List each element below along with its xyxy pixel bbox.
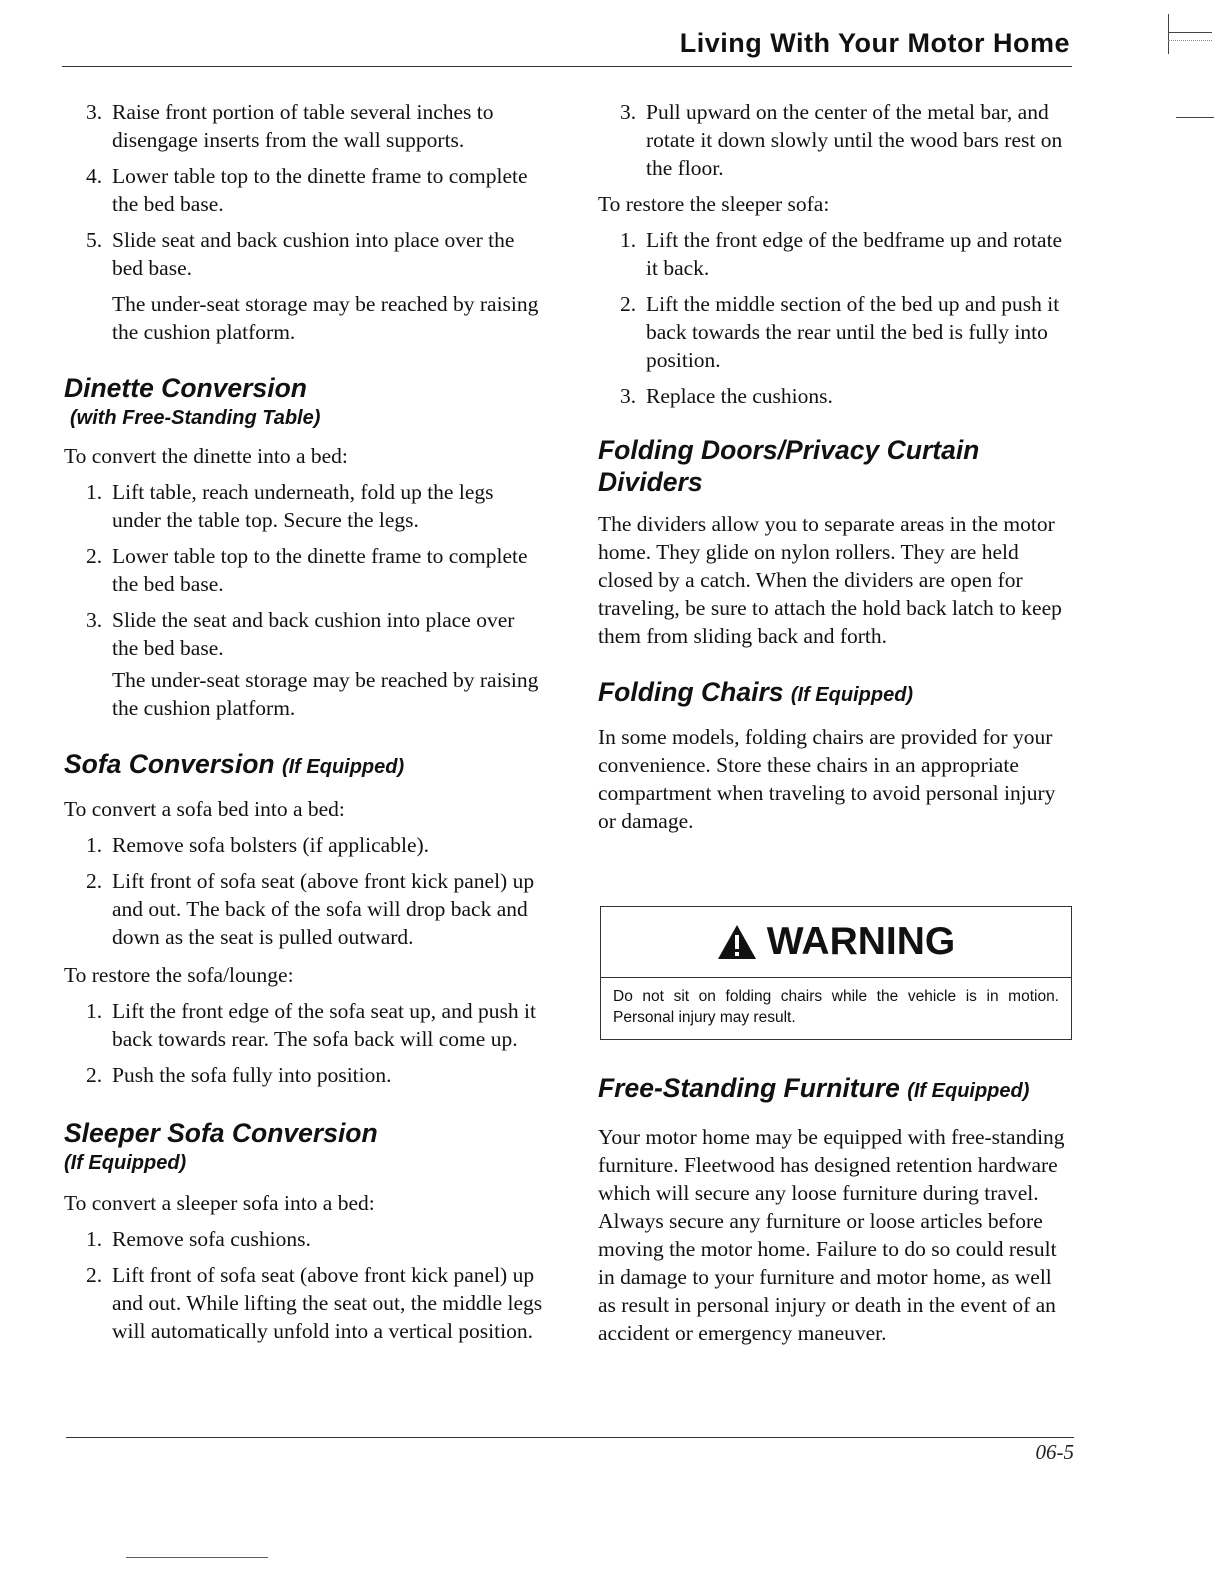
left-column: [64, 98, 544, 1345]
list-item: 5. Slide seat and back cushion into place over the bed base.: [86, 228, 515, 280]
sofa-steps-list: [64, 831, 544, 951]
right-column: [598, 98, 1074, 835]
sleeper-sofa-heading: Sleeper Sofa Conversion: [64, 1118, 378, 1148]
page-header-title: Living With Your Motor Home: [679, 28, 1070, 58]
furniture-section: [598, 1072, 1074, 1347]
dinette-storage-note: The under-seat storage may be reached by raising the cushion platform.: [112, 668, 539, 720]
sleeper-lead: To convert a sleeper sofa into a bed:: [64, 1191, 375, 1215]
sofa-conversion-heading: Sofa Conversion (If Equipped): [64, 749, 405, 779]
list-item: 2. Push the sofa fully into position.: [86, 1063, 392, 1087]
list-item: 3. Pull upward on the center of the metal bar, and rotate it down slowly until the wood bars rest on the floor.: [620, 100, 1063, 180]
list-item: 1. Remove sofa cushions.: [86, 1227, 311, 1251]
list-item: 3. Slide the seat and back cushion into place over the bed base.: [86, 608, 515, 660]
furniture-heading: Free-Standing Furniture (If Equipped): [598, 1073, 1030, 1103]
warning-triangle-icon: [717, 924, 757, 960]
furniture-body: Your motor home may be equipped with free-standing furniture. Fleetwood has designed retention hardware which will secure any loose furniture during travel. Always secure any furniture or loose articles before moving the motor home. Failure to do so could result in damage to your furniture and motor home, as well as result in personal injury or death in the event of an accident or emergency maneuver.: [598, 1125, 1065, 1345]
list-item: 3. Raise front portion of table several inches to disengage inserts from the wall supports.: [86, 100, 494, 152]
list-item: 1. Lift the front edge of the bedframe up and rotate it back.: [620, 228, 1063, 280]
footer-accent-line: [126, 1557, 268, 1558]
dinette-lead: To convert the dinette into a bed:: [64, 444, 348, 468]
sofa-restore-steps-list: [64, 997, 544, 1089]
dinette-conversion-heading: Dinette Conversion: [64, 373, 307, 403]
intro-storage-note: The under-seat storage may be reached by raising the cushion platform.: [112, 292, 539, 344]
sleeper-steps-list: [64, 1225, 544, 1345]
sleeper-continued-steps-list: [598, 98, 1074, 182]
intro-steps-list: [64, 98, 544, 282]
list-item: 1. Lift the front edge of the sofa seat up, and push it back towards rear. The sofa back will come up.: [86, 999, 536, 1051]
warning-label: WARNING: [766, 920, 956, 963]
sleeper-restore-lead: To restore the sleeper sofa:: [598, 192, 830, 216]
folding-doors-heading: Folding Doors/Privacy Curtain Dividers: [598, 435, 980, 497]
sofa-lead: To convert a sofa bed into a bed:: [64, 797, 345, 821]
sleeper-sofa-subheading: (If Equipped): [64, 1152, 187, 1174]
sofa-restore-lead: To restore the sofa/lounge:: [64, 963, 294, 987]
list-item: 2. Lift front of sofa seat (above front kick panel) up and out. The back of the sofa will drop back and down as the seat is pulled outward.: [86, 869, 535, 949]
dinette-conversion-subheading: (with Free-Standing Table): [70, 407, 321, 429]
margin-tick-mark: [1176, 117, 1214, 118]
list-item: 1. Lift table, reach underneath, fold up the legs under the table top. Secure the legs.: [86, 480, 494, 532]
list-item: 1. Remove sofa bolsters (if applicable).: [86, 833, 430, 857]
page-number: 06-5: [1035, 1440, 1074, 1464]
list-item: 2. Lift front of sofa seat (above front kick panel) up and out. While lifting the seat out, the middle legs will automatically unfold into a vertical position.: [86, 1263, 543, 1343]
header-rule: [62, 66, 1072, 67]
list-item: 3. Replace the cushions.: [620, 384, 833, 408]
warning-header: [601, 907, 1071, 978]
folding-chairs-heading: Folding Chairs (If Equipped): [598, 677, 914, 707]
folding-doors-body: The dividers allow you to separate areas in the motor home. They glide on nylon rollers. They are held closed by a catch. When the dividers are open for traveling, be sure to attach the hold back latch to keep them from sliding back and forth.: [598, 512, 1062, 648]
list-item: 2. Lower table top to the dinette frame to complete the bed base.: [86, 544, 528, 596]
list-item: 4. Lower table top to the dinette frame to complete the bed base.: [86, 164, 528, 216]
dinette-steps-list: [64, 478, 544, 662]
warning-box: [600, 906, 1072, 1040]
sleeper-restore-steps-list: [598, 226, 1074, 410]
folding-chairs-body: In some models, folding chairs are provided for your convenience. Store these chairs in an appropriate compartment when traveling to avoid personal injury or damage.: [598, 725, 1056, 833]
warning-text: Do not sit on folding chairs while the vehicle is in motion. Personal injury may result.: [613, 988, 1059, 1026]
corner-registration-mark: [1168, 14, 1212, 54]
list-item: 2. Lift the middle section of the bed up and push it back towards the rear until the bed is fully into position.: [620, 292, 1060, 372]
footer-rule: [66, 1437, 1074, 1438]
